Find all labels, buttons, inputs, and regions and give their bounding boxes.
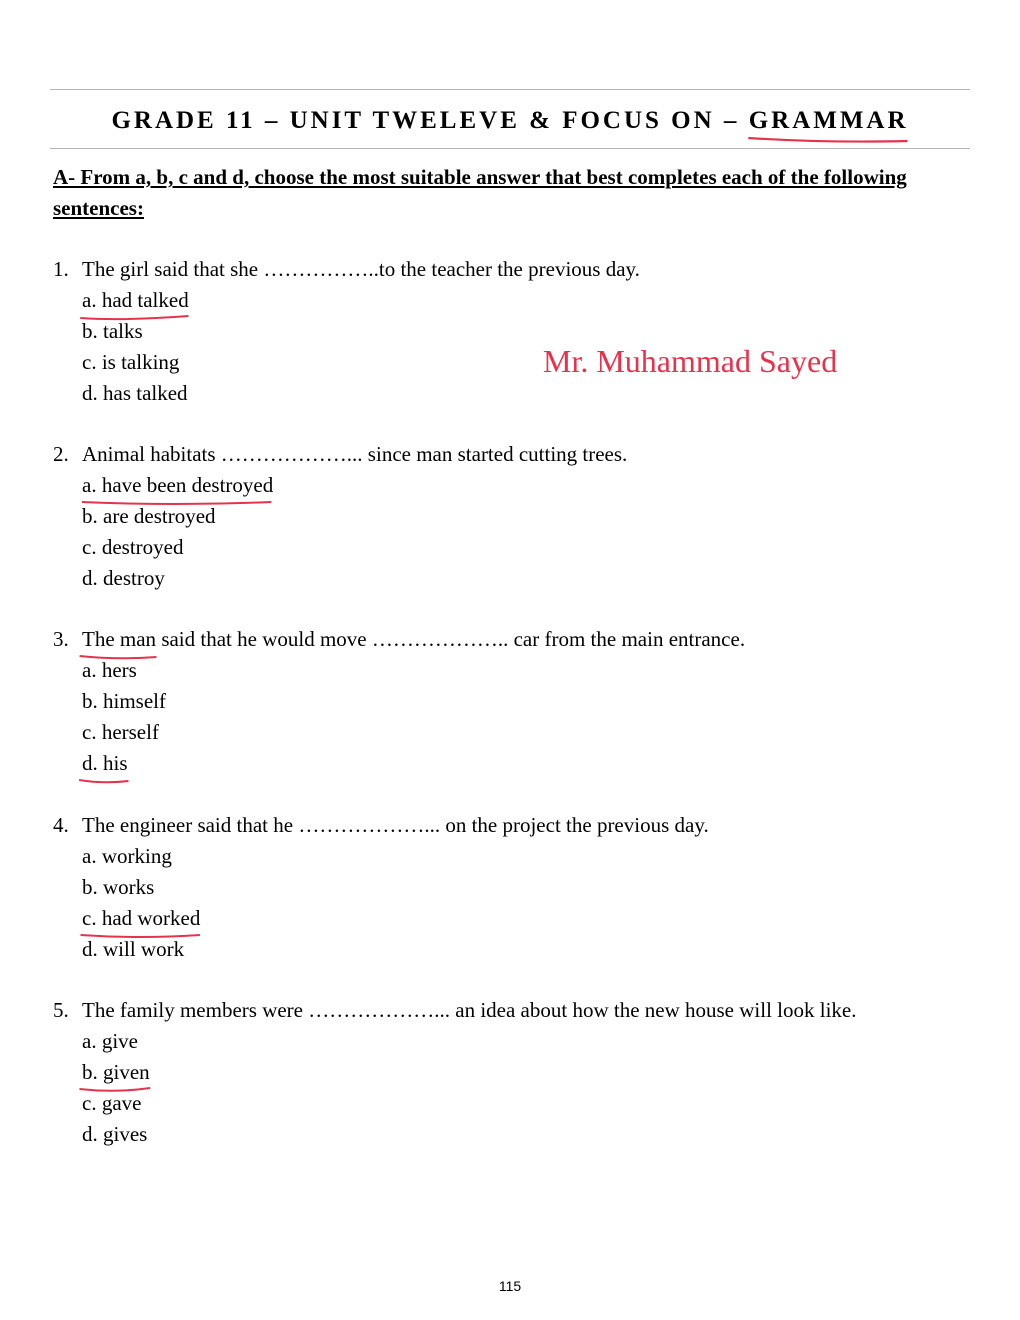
option-b[interactable]: b. works bbox=[82, 875, 155, 899]
question-1 bbox=[53, 254, 963, 409]
page-title bbox=[0, 104, 1020, 138]
option-b[interactable]: b. are destroyed bbox=[82, 504, 216, 528]
option-c[interactable]: c. gave bbox=[82, 1091, 142, 1115]
question-number: 3. bbox=[53, 627, 69, 651]
page-number: 115 bbox=[498, 1278, 522, 1294]
option-d[interactable]: d. destroy bbox=[82, 566, 165, 590]
question-2 bbox=[53, 439, 963, 594]
option-d[interactable]: d. has talked bbox=[82, 381, 188, 405]
answer-red-underline bbox=[78, 499, 275, 507]
option-d-answer[interactable]: d. his bbox=[82, 748, 128, 779]
title-marked-word: GRAMMAR bbox=[748, 107, 909, 134]
question-stem: Animal habitats ………………... since man started cutting trees. bbox=[82, 442, 628, 466]
question-3 bbox=[53, 624, 963, 779]
title-red-underline bbox=[745, 136, 911, 144]
header-top-rule bbox=[50, 89, 970, 90]
answer-red-underline bbox=[78, 777, 130, 785]
option-c[interactable]: c. herself bbox=[82, 720, 159, 744]
title-highlight bbox=[749, 104, 909, 138]
question-number: 4. bbox=[53, 813, 69, 837]
option-c-answer[interactable]: c. had worked bbox=[82, 903, 200, 934]
question-4 bbox=[53, 810, 963, 965]
answer-red-underline bbox=[78, 932, 202, 940]
option-c[interactable]: c. is talking bbox=[82, 350, 180, 374]
option-a-answer[interactable]: a. had talked bbox=[82, 285, 189, 316]
question-stem: The girl said that she ……………..to the teacher the previous day. bbox=[82, 257, 640, 281]
option-a[interactable]: a. working bbox=[82, 844, 172, 868]
stem-marked-subject: The man bbox=[82, 624, 156, 655]
question-stem: The family members were ………………... an idea about how the new house will look like. bbox=[82, 998, 857, 1022]
option-a[interactable]: a. give bbox=[82, 1029, 138, 1053]
subject-red-underline bbox=[78, 653, 158, 661]
question-number: 2. bbox=[53, 442, 69, 466]
question-stem: The man said that he would move ……………….. car from the main entrance. bbox=[82, 624, 745, 655]
option-b[interactable]: b. himself bbox=[82, 689, 166, 713]
title-prefix: GRADE 11 – UNIT TWELEVE & FOCUS ON – bbox=[111, 107, 749, 134]
answer-red-underline bbox=[78, 314, 191, 322]
teacher-signature: Mr. Muhammad Sayed bbox=[543, 343, 838, 379]
question-number: 1. bbox=[53, 257, 69, 281]
option-c[interactable]: c. destroyed bbox=[82, 535, 184, 559]
option-b[interactable]: b. talks bbox=[82, 319, 143, 343]
option-a-answer[interactable]: a. have been destroyed bbox=[82, 470, 273, 501]
option-b-answer[interactable]: b. given bbox=[82, 1057, 150, 1088]
question-number: 5. bbox=[53, 998, 69, 1022]
header-bottom-rule bbox=[50, 148, 970, 149]
question-5 bbox=[53, 995, 963, 1150]
section-instruction: A- From a, b, c and d, choose the most suitable answer that best completes each of the following sentences: bbox=[53, 165, 907, 220]
option-d[interactable]: d. gives bbox=[82, 1122, 148, 1146]
question-stem: The engineer said that he ………………... on the project the previous day. bbox=[82, 813, 709, 837]
option-d[interactable]: d. will work bbox=[82, 937, 185, 961]
answer-red-underline bbox=[78, 1086, 152, 1094]
option-a[interactable]: a. hers bbox=[82, 658, 137, 682]
